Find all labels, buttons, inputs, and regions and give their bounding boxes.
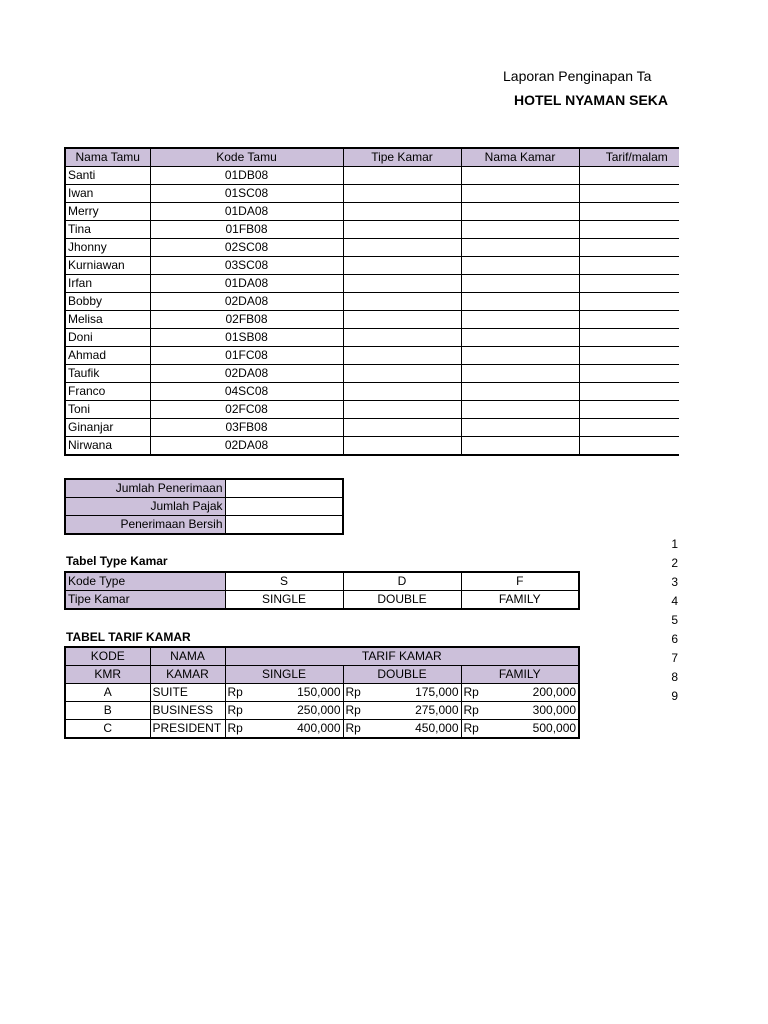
tipe-kamar-cell[interactable] [343, 221, 461, 239]
tarif-header-nama: KAMAR [150, 666, 225, 684]
tarif-header-kode: KMR [65, 666, 150, 684]
guest-name[interactable]: Iwan [65, 185, 150, 203]
guest-name[interactable]: Melisa [65, 311, 150, 329]
guest-table-header [65, 148, 679, 167]
side-number: 2 [671, 556, 678, 570]
tipe-kamar-cell[interactable] [343, 275, 461, 293]
nama-kamar-cell[interactable] [461, 239, 579, 257]
col-header-nama-kamar: Nama Kamar [461, 148, 579, 167]
type-name-label: Tipe Kamar [65, 591, 225, 610]
summary-label: Jumlah Pajak [65, 498, 225, 516]
guest-name[interactable]: Doni [65, 329, 150, 347]
summary-row [65, 498, 343, 516]
tarif-header-kode: KODE [65, 647, 150, 666]
tarif-cell[interactable] [579, 257, 679, 275]
guest-code[interactable]: 01FB08 [150, 221, 343, 239]
tarif-price: 200,000 [495, 684, 579, 702]
summary-label: Penerimaan Bersih [65, 516, 225, 535]
summary-value-cell[interactable] [225, 498, 343, 516]
type-code-row [65, 572, 579, 591]
guest-name[interactable]: Ginanjar [65, 419, 150, 437]
guest-code[interactable]: 02FB08 [150, 311, 343, 329]
type-code-label: Kode Type [65, 572, 225, 591]
tarif-cell[interactable] [579, 167, 679, 185]
guest-row [65, 221, 679, 239]
nama-kamar-cell[interactable] [461, 293, 579, 311]
tarif-cell[interactable] [579, 419, 679, 437]
tarif-price: 450,000 [377, 720, 461, 739]
guest-row [65, 311, 679, 329]
guest-code[interactable]: 01DB08 [150, 167, 343, 185]
summary-value-cell[interactable] [225, 516, 343, 535]
type-name-value: SINGLE [225, 591, 343, 610]
tarif-cell[interactable] [579, 347, 679, 365]
guest-table [64, 147, 679, 456]
nama-kamar-cell[interactable] [461, 257, 579, 275]
tarif-price: 275,000 [377, 702, 461, 720]
tarif-row [65, 702, 579, 720]
tarif-price: 250,000 [259, 702, 343, 720]
guest-row [65, 365, 679, 383]
currency-label: Rp [461, 702, 495, 720]
tarif-price: 500,000 [495, 720, 579, 739]
tarif-nama: SUITE [150, 684, 225, 702]
guest-name[interactable]: Merry [65, 203, 150, 221]
col-header-tarif-malam: Tarif/malam [579, 148, 679, 167]
guest-row [65, 203, 679, 221]
guest-name[interactable]: Tina [65, 221, 150, 239]
tarif-header-nama: NAMA [150, 647, 225, 666]
guest-code[interactable]: 01SB08 [150, 329, 343, 347]
guest-code[interactable]: 02DA08 [150, 293, 343, 311]
guest-row [65, 167, 679, 185]
tarif-nama: PRESIDENT [150, 720, 225, 739]
col-header-nama-tamu: Nama Tamu [65, 148, 150, 167]
nama-kamar-cell[interactable] [461, 383, 579, 401]
side-number: 4 [671, 594, 678, 608]
hotel-name: HOTEL NYAMAN SEKA [514, 92, 669, 108]
guest-row [65, 329, 679, 347]
currency-label: Rp [343, 684, 377, 702]
summary-row [65, 516, 343, 535]
guest-code[interactable]: 03SC08 [150, 257, 343, 275]
guest-name[interactable]: Ahmad [65, 347, 150, 365]
tipe-kamar-cell[interactable] [343, 311, 461, 329]
tipe-kamar-cell[interactable] [343, 293, 461, 311]
summary-table [64, 478, 344, 535]
nama-kamar-cell[interactable] [461, 311, 579, 329]
type-code-value: S [225, 572, 343, 591]
guest-name[interactable]: Nirwana [65, 437, 150, 456]
currency-label: Rp [461, 684, 495, 702]
guest-code[interactable]: 02FC08 [150, 401, 343, 419]
tarif-cell[interactable] [579, 383, 679, 401]
guest-name[interactable]: Bobby [65, 293, 150, 311]
col-header-tipe-kamar: Tipe Kamar [343, 148, 461, 167]
currency-label: Rp [343, 702, 377, 720]
guest-code[interactable]: 02DA08 [150, 437, 343, 456]
tarif-cell[interactable] [579, 239, 679, 257]
guest-name[interactable]: Kurniawan [65, 257, 150, 275]
currency-label: Rp [225, 702, 259, 720]
guest-code[interactable]: 02DA08 [150, 365, 343, 383]
guest-name[interactable]: Toni [65, 401, 150, 419]
guest-code[interactable]: 01DA08 [150, 275, 343, 293]
guest-row [65, 401, 679, 419]
tipe-kamar-cell[interactable] [343, 401, 461, 419]
nama-kamar-cell[interactable] [461, 275, 579, 293]
tipe-kamar-cell[interactable] [343, 365, 461, 383]
nama-kamar-cell[interactable] [461, 419, 579, 437]
side-number: 9 [671, 689, 678, 703]
tipe-kamar-cell[interactable] [343, 239, 461, 257]
tipe-kamar-cell[interactable] [343, 257, 461, 275]
guest-name[interactable]: Jhonny [65, 239, 150, 257]
currency-label: Rp [225, 720, 259, 739]
currency-label: Rp [225, 684, 259, 702]
side-number: 3 [671, 575, 678, 589]
tarif-header-family: FAMILY [461, 666, 579, 684]
side-number: 1 [671, 537, 678, 551]
tarif-cell[interactable] [579, 437, 679, 456]
tarif-price: 150,000 [259, 684, 343, 702]
side-number: 5 [671, 613, 678, 627]
tarif-kode: B [65, 702, 150, 720]
type-code-value: F [461, 572, 579, 591]
tarif-cell[interactable] [579, 401, 679, 419]
summary-row [65, 479, 343, 498]
summary-label: Jumlah Penerimaan [65, 479, 225, 498]
tarif-cell[interactable] [579, 221, 679, 239]
guest-code[interactable]: 03FB08 [150, 419, 343, 437]
tarif-price: 175,000 [377, 684, 461, 702]
tarif-table [64, 646, 580, 739]
tarif-row [65, 684, 579, 702]
side-number: 7 [671, 651, 678, 665]
nama-kamar-cell[interactable] [461, 437, 579, 456]
side-number: 8 [671, 670, 678, 684]
tarif-price: 400,000 [259, 720, 343, 739]
nama-kamar-cell[interactable] [461, 221, 579, 239]
tarif-price: 300,000 [495, 702, 579, 720]
guest-row [65, 257, 679, 275]
tipe-kamar-cell[interactable] [343, 437, 461, 456]
guest-row [65, 275, 679, 293]
tarif-header-row [65, 647, 579, 666]
guest-name[interactable]: Taufik [65, 365, 150, 383]
nama-kamar-cell[interactable] [461, 203, 579, 221]
guest-row [65, 437, 679, 456]
tarif-header-single: SINGLE [225, 666, 343, 684]
nama-kamar-cell[interactable] [461, 347, 579, 365]
tarif-cell[interactable] [579, 329, 679, 347]
side-numbers [664, 535, 678, 706]
nama-kamar-cell[interactable] [461, 401, 579, 419]
type-name-value: DOUBLE [343, 591, 461, 610]
tarif-header-double: DOUBLE [343, 666, 461, 684]
type-code-value: D [343, 572, 461, 591]
type-table [64, 571, 580, 610]
currency-label: Rp [461, 720, 495, 739]
guest-row [65, 239, 679, 257]
tarif-cell[interactable] [579, 203, 679, 221]
guest-code[interactable]: 04SC08 [150, 383, 343, 401]
tarif-cell[interactable] [579, 275, 679, 293]
summary-value-cell[interactable] [225, 479, 343, 498]
tarif-table-title: TABEL TARIF KAMAR [66, 630, 191, 644]
nama-kamar-cell[interactable] [461, 329, 579, 347]
nama-kamar-cell[interactable] [461, 365, 579, 383]
side-number: 6 [671, 632, 678, 646]
tarif-cell[interactable] [579, 293, 679, 311]
tipe-kamar-cell[interactable] [343, 203, 461, 221]
guest-code[interactable]: 01SC08 [150, 185, 343, 203]
tipe-kamar-cell[interactable] [343, 167, 461, 185]
col-header-kode-tamu: Kode Tamu [150, 148, 343, 167]
tarif-cell[interactable] [579, 365, 679, 383]
tipe-kamar-cell[interactable] [343, 347, 461, 365]
tarif-cell[interactable] [579, 185, 679, 203]
tipe-kamar-cell[interactable] [343, 329, 461, 347]
type-name-value: FAMILY [461, 591, 579, 610]
guest-row [65, 383, 679, 401]
tarif-header-row [65, 666, 579, 684]
currency-label: Rp [343, 720, 377, 739]
tarif-kode: C [65, 720, 150, 739]
guest-name[interactable]: Irfan [65, 275, 150, 293]
guest-name[interactable]: Santi [65, 167, 150, 185]
guest-row [65, 347, 679, 365]
tipe-kamar-cell[interactable] [343, 419, 461, 437]
tipe-kamar-cell[interactable] [343, 383, 461, 401]
nama-kamar-cell[interactable] [461, 167, 579, 185]
guest-row [65, 419, 679, 437]
report-title: Laporan Penginapan Ta [503, 68, 652, 84]
tarif-header-tarif: TARIF KAMAR [225, 647, 579, 666]
tarif-row [65, 720, 579, 739]
guest-name[interactable]: Franco [65, 383, 150, 401]
guest-row [65, 293, 679, 311]
type-name-row [65, 591, 579, 610]
type-table-title: Tabel Type Kamar [66, 554, 168, 568]
guest-code[interactable]: 01FC08 [150, 347, 343, 365]
tipe-kamar-cell[interactable] [343, 185, 461, 203]
guest-row [65, 185, 679, 203]
guest-code[interactable]: 01DA08 [150, 203, 343, 221]
nama-kamar-cell[interactable] [461, 185, 579, 203]
tarif-kode: A [65, 684, 150, 702]
guest-code[interactable]: 02SC08 [150, 239, 343, 257]
tarif-nama: BUSINESS [150, 702, 225, 720]
tarif-cell[interactable] [579, 311, 679, 329]
